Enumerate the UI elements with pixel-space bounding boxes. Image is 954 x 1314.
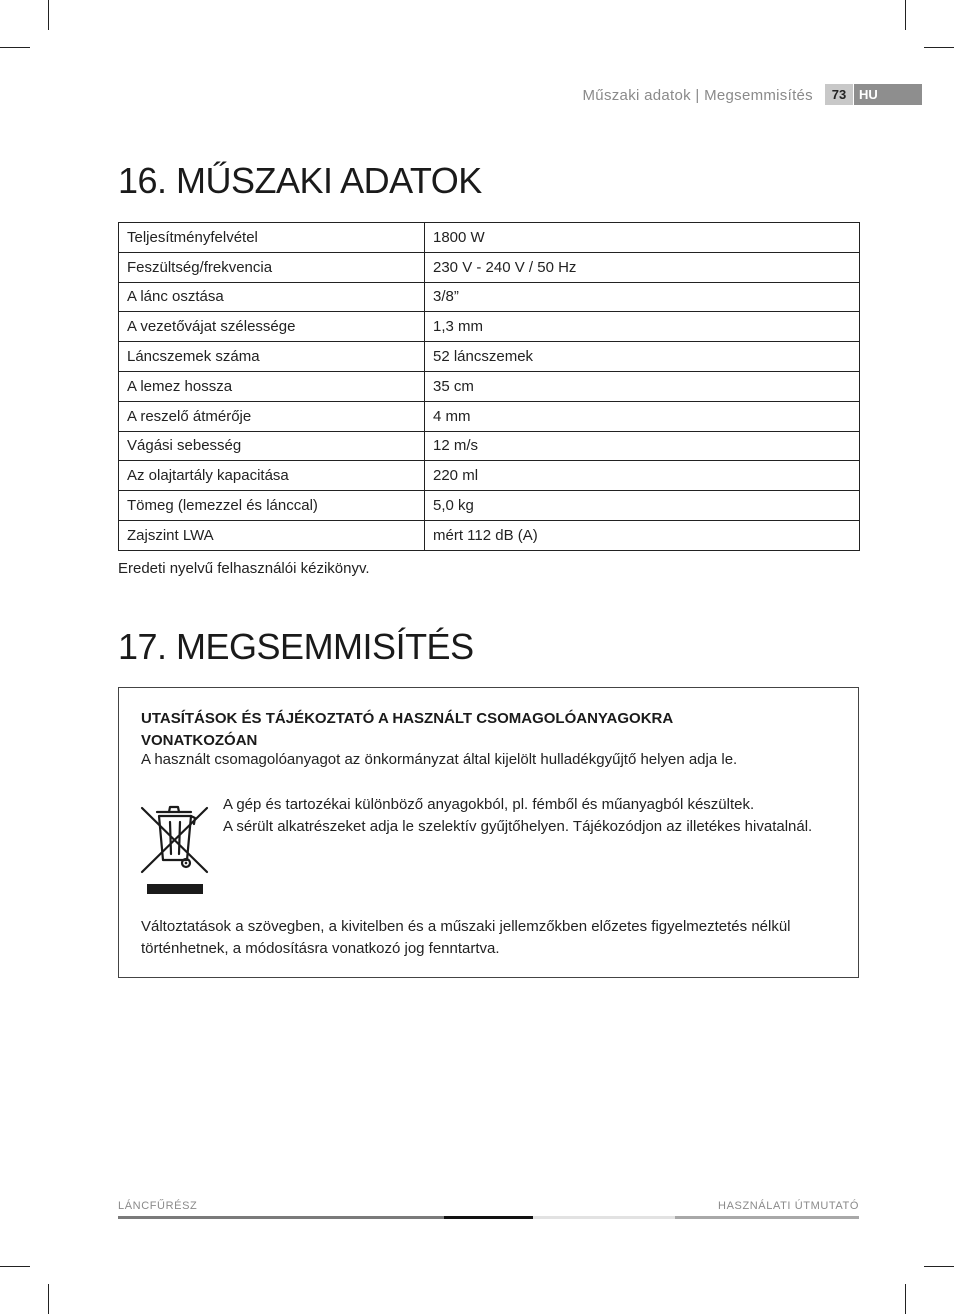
table-row	[119, 401, 860, 431]
technical-data-table	[118, 222, 860, 551]
spec-value: 5,0 kg	[425, 491, 860, 521]
weee-disposal-text	[223, 794, 812, 838]
footer-rule	[118, 1216, 444, 1219]
spec-value: 1800 W	[425, 223, 860, 253]
running-header-title: Műszaki adatok | Megsemmisítés	[582, 87, 813, 104]
crop-mark	[48, 1284, 49, 1314]
table-row	[119, 282, 860, 312]
table-row	[119, 371, 860, 401]
weee-text-line: A sérült alkatrészeket adja le szelektív gyűjtőhelyen. Tájékozódjon az illetékes hivatalnál.	[223, 818, 813, 835]
spec-label: Az olajtartály kapacitása	[119, 461, 425, 491]
crop-mark	[0, 47, 30, 48]
section-16-heading: 16. MŰSZAKI ADATOK	[118, 160, 482, 201]
spec-label: Láncszemek száma	[119, 342, 425, 372]
spec-value: 1,3 mm	[425, 312, 860, 342]
crop-mark	[905, 0, 906, 30]
table-row	[119, 342, 860, 372]
crop-mark	[48, 0, 49, 30]
spec-value: 35 cm	[425, 371, 860, 401]
spec-label: Zajszint LWA	[119, 520, 425, 550]
table-row	[119, 223, 860, 253]
disposal-info-box	[118, 687, 859, 978]
original-manual-note: Eredeti nyelvű felhasználói kézikönyv.	[118, 560, 370, 577]
spec-value: mért 112 dB (A)	[425, 520, 860, 550]
spec-value: 12 m/s	[425, 431, 860, 461]
spec-value: 4 mm	[425, 401, 860, 431]
spec-label: Teljesítményfelvétel	[119, 223, 425, 253]
spec-label: Tömeg (lemezzel és lánccal)	[119, 491, 425, 521]
footer-product-name: LÁNCFŰRÉSZ	[118, 1200, 198, 1212]
crop-mark	[924, 1266, 954, 1267]
spec-label: A lemez hossza	[119, 371, 425, 401]
crop-mark	[924, 47, 954, 48]
packaging-disposal-text: A használt csomagolóanyagot az önkormányzat által kijelölt hulladékgyűjtő helyen adja le.	[141, 751, 738, 768]
weee-text-line: A gép és tartozékai különböző anyagokból, pl. fémből és műanyagból készültek.	[223, 796, 755, 813]
crossed-out-wheelie-bin-icon	[139, 796, 211, 899]
spec-label: Vágási sebesség	[119, 431, 425, 461]
spec-value: 230 V - 240 V / 50 Hz	[425, 252, 860, 282]
disposal-box-title: UTASÍTÁSOK ÉS TÁJÉKOZTATÓ A HASZNÁLT CSOMAGOLÓANYAGOKRA VONATKOZÓAN	[141, 710, 673, 749]
spec-value: 220 ml	[425, 461, 860, 491]
changes-disclaimer: Változtatások a szövegben, a kivitelben és a műszaki jellemzőkben előzetes figyelmeztetés nélkül történhetnek, a módosításra vonatkozó jog fenntartva.	[141, 918, 791, 957]
table-row	[119, 461, 860, 491]
spec-label: A lánc osztása	[119, 282, 425, 312]
section-17-heading: 17. MEGSEMMISÍTÉS	[118, 626, 474, 667]
table-row	[119, 431, 860, 461]
spec-value: 52 láncszemek	[425, 342, 860, 372]
crop-mark	[905, 1284, 906, 1314]
spec-label: A vezetővájat szélessége	[119, 312, 425, 342]
footer-rule	[533, 1216, 675, 1219]
spec-value: 3/8”	[425, 282, 860, 312]
spec-label: Feszültség/frekvencia	[119, 252, 425, 282]
table-row	[119, 252, 860, 282]
footer-rule	[675, 1216, 859, 1219]
spec-label: A reszelő átmérője	[119, 401, 425, 431]
footer-rule	[444, 1216, 533, 1219]
footer-document-type: HASZNÁLATI ÚTMUTATÓ	[718, 1200, 859, 1212]
table-row	[119, 491, 860, 521]
crop-mark	[0, 1266, 30, 1267]
language-badge: HU	[854, 84, 922, 105]
page-number: 73	[825, 84, 853, 105]
table-row	[119, 520, 860, 550]
table-row	[119, 312, 860, 342]
